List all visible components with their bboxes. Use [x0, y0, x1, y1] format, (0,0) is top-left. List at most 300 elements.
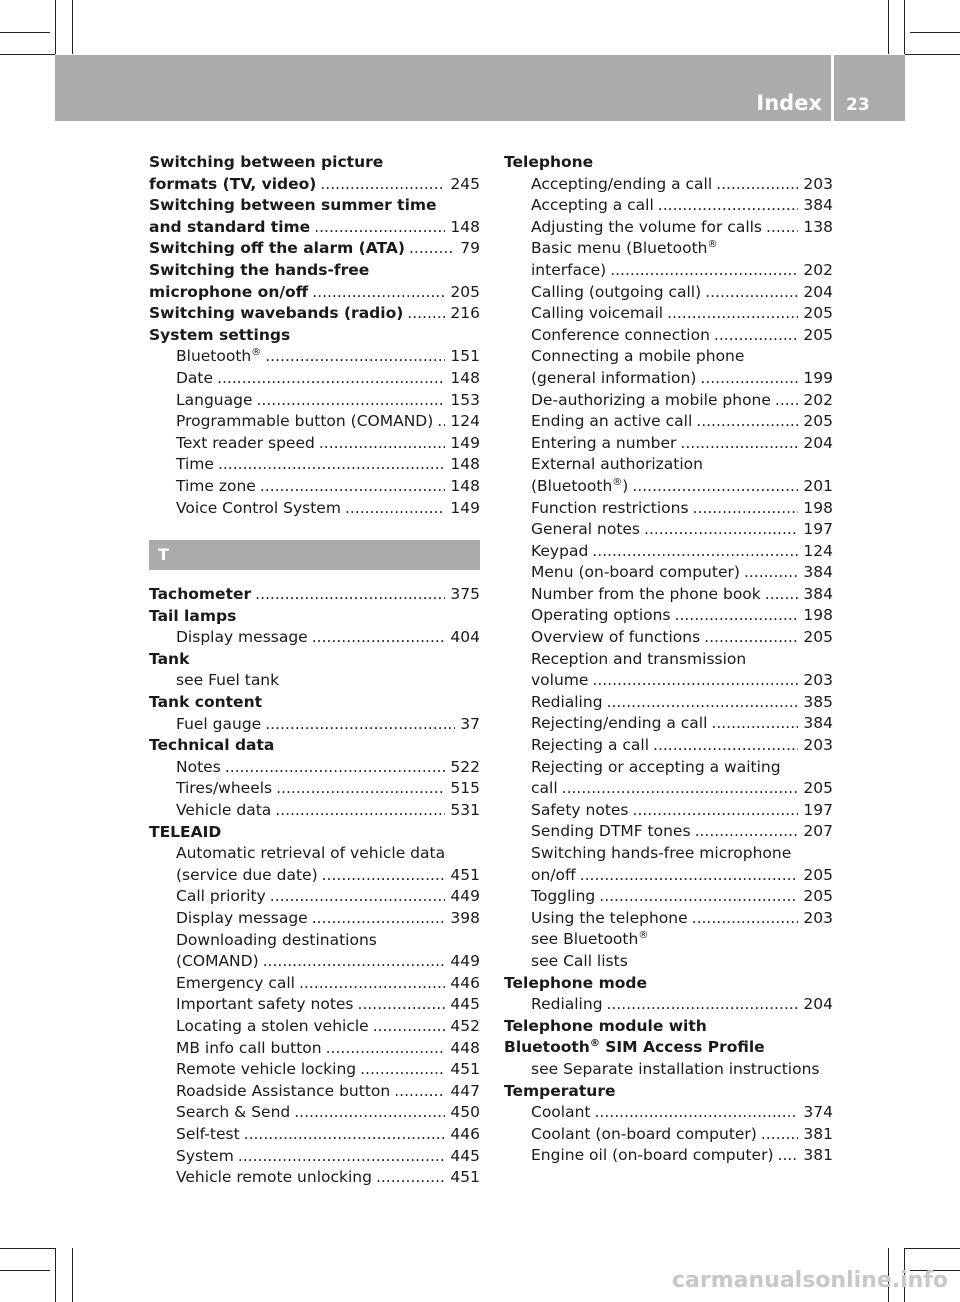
- entry-text: [531, 238, 717, 260]
- entry-text: [531, 886, 595, 908]
- page-reference: 447: [450, 1081, 480, 1100]
- dot-leader: [716, 174, 798, 196]
- dot-leader: [607, 692, 799, 714]
- dot-leader: [595, 1102, 799, 1124]
- entry-label: Call priority: [176, 887, 266, 906]
- entry-label: Safety notes: [531, 800, 629, 819]
- crop-mark: [904, 0, 905, 54]
- dot-leader: [376, 1167, 445, 1189]
- index-entry: [504, 713, 833, 735]
- entry-text: [149, 217, 310, 239]
- entry-text: [531, 713, 707, 735]
- dot-leader: [680, 433, 798, 455]
- entry-text: [176, 346, 261, 368]
- entry-label: Automatic retrieval of vehicle data: [176, 844, 446, 863]
- page-reference: 149: [450, 433, 480, 452]
- index-entry: [504, 195, 833, 217]
- page-reference: 449: [450, 952, 480, 971]
- entry-text: [531, 390, 771, 412]
- index-entry: [149, 714, 480, 736]
- index-heading: [504, 843, 833, 865]
- entry-label: Roadside Assistance button: [176, 1081, 391, 1100]
- dot-leader: [696, 411, 798, 433]
- crop-mark: [905, 1248, 960, 1249]
- page-reference: 204: [803, 433, 833, 452]
- entry-text: [149, 260, 369, 282]
- entry-label: on/off: [531, 865, 576, 884]
- entry-text: [531, 584, 761, 606]
- page-reference: 148: [450, 455, 480, 474]
- page-reference: 204: [803, 282, 833, 301]
- entry-text: [176, 1081, 390, 1103]
- dot-leader: [765, 584, 799, 606]
- dot-leader: [658, 195, 799, 217]
- entry-label: (COMAND): [176, 952, 259, 971]
- entry-label: Number from the phone book: [531, 584, 761, 603]
- entry-text: [176, 454, 214, 476]
- entry-label: Keypad: [531, 541, 589, 560]
- entry-label: MB info call button: [176, 1038, 322, 1057]
- registered-mark: ®: [638, 930, 649, 942]
- entry-text: [149, 174, 316, 196]
- dot-leader: [667, 303, 798, 325]
- entry-text: [149, 152, 383, 174]
- entry-text: [531, 368, 696, 390]
- dot-leader: [244, 1124, 446, 1146]
- index-entry: [149, 346, 480, 368]
- page-reference: 205: [450, 282, 480, 301]
- section-title: Index: [756, 91, 822, 115]
- index-entry: [149, 800, 480, 822]
- index-heading: [504, 152, 833, 174]
- entry-label: Overview of functions: [531, 628, 701, 647]
- entry-text: [149, 735, 274, 757]
- index-heading: [149, 822, 480, 844]
- registered-mark: ®: [707, 239, 718, 251]
- page-reference: 153: [450, 390, 480, 409]
- crop-mark: [72, 1248, 73, 1302]
- index-heading: [149, 670, 480, 692]
- dot-leader: [276, 778, 445, 800]
- crop-mark: [0, 1270, 50, 1271]
- dot-leader: [607, 994, 799, 1016]
- entry-label: Technical data: [149, 736, 275, 755]
- entry-label: and standard time: [149, 217, 311, 236]
- dot-leader: [265, 346, 445, 368]
- entry-label: Tank: [149, 649, 190, 668]
- entry-label: Rejecting/ending a call: [531, 714, 708, 733]
- dot-leader: [675, 605, 799, 627]
- index-entry: [149, 1081, 480, 1103]
- index-group-telephone: [504, 152, 833, 1167]
- entry-label: Sending DTMF tones: [531, 822, 691, 841]
- index-entry: [149, 627, 480, 649]
- dot-leader: [778, 1145, 799, 1167]
- page-reference: 205: [803, 865, 833, 884]
- page-reference: 197: [803, 800, 833, 819]
- entry-text: [176, 390, 253, 412]
- index-entry: [504, 390, 833, 412]
- crop-mark: [905, 54, 960, 55]
- page-reference: 203: [803, 174, 833, 193]
- index-heading: [504, 1081, 833, 1103]
- page-reference: 451: [450, 865, 480, 884]
- watermark: carmanualsonline.info: [672, 1268, 948, 1293]
- dot-leader: [562, 778, 799, 800]
- dot-leader: [238, 1146, 446, 1168]
- index-heading: [504, 973, 833, 995]
- entry-text: [176, 757, 221, 779]
- entry-label: call: [531, 779, 558, 798]
- entry-label: Tachometer: [149, 585, 252, 604]
- index-heading: [149, 843, 480, 865]
- entry-text: [176, 994, 354, 1016]
- entry-text: [176, 411, 433, 433]
- entry-text: [531, 843, 791, 865]
- index-entry: [149, 1038, 480, 1060]
- page-reference: 381: [803, 1124, 833, 1143]
- entry-label: Function restrictions: [531, 498, 689, 517]
- entry-label: Text reader speed: [176, 433, 315, 452]
- entry-label: Calling voicemail: [531, 304, 664, 323]
- index-heading: [149, 649, 480, 671]
- entry-label: Vehicle remote unlocking: [176, 1168, 372, 1187]
- entry-text: [504, 152, 593, 174]
- entry-label: Time zone: [176, 476, 256, 495]
- index-heading: [149, 606, 480, 628]
- entry-label: Switching hands-free microphone: [531, 844, 792, 862]
- entry-text: [531, 195, 654, 217]
- page-reference: 404: [450, 628, 480, 647]
- index-entry: [149, 498, 480, 520]
- index-heading: [149, 692, 480, 714]
- entry-text: [504, 1081, 616, 1103]
- entry-label: Entering a number: [531, 433, 677, 452]
- page-reference: 451: [450, 1060, 480, 1079]
- entry-text: [176, 1038, 322, 1060]
- entry-label: Downloading destinations: [176, 930, 377, 949]
- entry-label-suffix: ): [622, 476, 629, 495]
- index-entry: [504, 584, 833, 606]
- index-heading: [504, 346, 833, 368]
- dot-leader: [345, 498, 445, 520]
- dot-leader: [714, 325, 799, 347]
- page-reference: 449: [450, 887, 480, 906]
- page-reference: 207: [803, 822, 833, 841]
- entry-text: [531, 951, 628, 973]
- page-reference: 398: [450, 909, 480, 927]
- page-reference: 515: [450, 779, 480, 798]
- dot-leader: [275, 800, 445, 822]
- entry-label: Conference connection: [531, 325, 710, 344]
- entry-label: Coolant (on-board computer): [531, 1124, 757, 1143]
- dot-leader: [610, 260, 798, 282]
- page-reference: 531: [450, 801, 480, 820]
- index-entry: [504, 325, 833, 347]
- entry-label: Telephone: [504, 153, 594, 171]
- entry-text: [531, 908, 688, 930]
- entry-label: Temperature: [504, 1081, 616, 1100]
- index-entry: [149, 584, 480, 606]
- dot-leader: [592, 541, 798, 563]
- entry-text: [176, 433, 315, 455]
- entry-label: Redialing: [531, 995, 603, 1014]
- entry-text: [176, 951, 259, 973]
- entry-label: Telephone mode: [504, 973, 647, 992]
- entry-text: [504, 1016, 707, 1038]
- dot-leader: [761, 1124, 799, 1146]
- dot-leader: [326, 1038, 446, 1060]
- index-column-left: [149, 152, 480, 1189]
- index-entry: [504, 778, 833, 800]
- entry-text: [176, 670, 279, 692]
- index-entry: [149, 174, 480, 196]
- entry-text: [149, 303, 403, 325]
- page-reference: 245: [450, 174, 480, 193]
- dot-leader: [711, 713, 798, 735]
- page-reference: 203: [803, 671, 833, 690]
- page-reference: 451: [450, 1168, 480, 1187]
- entry-label: Tires/wheels: [176, 779, 273, 798]
- index-entry: [149, 865, 480, 887]
- entry-text: [531, 174, 712, 196]
- header-separator: [831, 55, 834, 121]
- index-entry: [149, 476, 480, 498]
- entry-text: [531, 692, 603, 714]
- page-reference: 446: [450, 973, 480, 992]
- dot-leader: [632, 476, 798, 498]
- entry-text: [176, 1102, 290, 1124]
- page-reference: 201: [803, 476, 833, 495]
- entry-text: [531, 303, 663, 325]
- page-reference: 522: [450, 757, 480, 776]
- page-reference: 385: [803, 692, 833, 711]
- index-entry: [504, 1145, 833, 1167]
- index-entry: [149, 757, 480, 779]
- entry-label: TELEAID: [149, 822, 222, 841]
- page-reference: 384: [803, 196, 833, 215]
- index-entry: [504, 1102, 833, 1124]
- page-reference: 202: [803, 260, 833, 279]
- index-entry: [149, 238, 480, 260]
- dot-leader: [360, 1059, 445, 1081]
- entry-label: Emergency call: [176, 973, 295, 992]
- entry-label: Redialing: [531, 692, 603, 711]
- index-entry: [149, 1146, 480, 1168]
- dot-leader: [225, 757, 446, 779]
- entry-text: [149, 584, 251, 606]
- index-entry: [504, 994, 833, 1016]
- entry-text: [176, 908, 308, 930]
- entry-text: [531, 519, 640, 541]
- entry-text: [176, 627, 308, 649]
- registered-mark: ®: [589, 1038, 600, 1050]
- entry-text: [531, 821, 691, 843]
- entry-text: [531, 800, 629, 822]
- entry-label: Language: [176, 390, 253, 409]
- entry-label: Calling (outgoing call): [531, 282, 702, 301]
- dot-leader: [409, 238, 455, 260]
- entry-label: Coolant: [531, 1103, 591, 1122]
- entry-label: microphone on/off: [149, 282, 309, 301]
- entry-text: [531, 994, 603, 1016]
- page-reference: 445: [450, 995, 480, 1014]
- entry-label: Switching wavebands (radio): [149, 304, 404, 323]
- index-entry: [149, 303, 480, 325]
- entry-text: [531, 433, 676, 455]
- registered-mark: ®: [612, 476, 623, 488]
- crop-mark: [888, 0, 889, 54]
- entry-text: [176, 1059, 356, 1081]
- index-entry: [504, 605, 833, 627]
- index-entry: [504, 476, 833, 498]
- entry-text: [531, 670, 588, 692]
- dot-leader: [744, 562, 798, 584]
- index-entry: [504, 174, 833, 196]
- entry-label: Switching the hands-free: [149, 260, 370, 279]
- entry-label: Remote vehicle locking: [176, 1060, 357, 1079]
- dot-leader: [320, 174, 445, 196]
- dot-leader: [299, 973, 445, 995]
- dot-leader: [312, 282, 445, 304]
- dot-leader: [705, 282, 798, 304]
- entry-text: [531, 1059, 819, 1081]
- entry-label: Self-test: [176, 1124, 240, 1143]
- index-heading: [504, 1059, 833, 1081]
- entry-label: Reception and transmission: [531, 649, 747, 668]
- index-entry: [504, 735, 833, 757]
- entry-text: [531, 541, 588, 563]
- dot-leader: [319, 433, 446, 455]
- crop-mark: [55, 0, 56, 54]
- entry-text: [531, 865, 576, 887]
- page-reference: 375: [450, 585, 480, 604]
- entry-text: [149, 649, 189, 671]
- page-reference: 205: [803, 304, 833, 323]
- entry-label: Time: [176, 455, 214, 474]
- page-reference: 205: [803, 628, 833, 647]
- index-heading: [149, 930, 480, 952]
- index-entry: [149, 282, 480, 304]
- entry-text: [176, 498, 341, 520]
- index-entry: [149, 886, 480, 908]
- entry-label: volume: [531, 671, 589, 690]
- index-entry: [504, 519, 833, 541]
- entry-text: [176, 930, 377, 952]
- crop-mark: [0, 1248, 55, 1249]
- index-heading: [149, 325, 480, 347]
- entry-label: see Separate installation instructions: [531, 1059, 820, 1078]
- dot-leader: [263, 951, 446, 973]
- page-reference: 148: [450, 217, 480, 236]
- entry-text: [176, 843, 445, 865]
- entry-text: [531, 562, 740, 584]
- page-reference: 203: [803, 736, 833, 755]
- entry-text: [531, 735, 649, 757]
- entry-label: Accepting/ending a call: [531, 174, 713, 193]
- index-entry: [149, 368, 480, 390]
- page-reference: 445: [450, 1146, 480, 1165]
- index-entry: [504, 1124, 833, 1146]
- index-group-t: [149, 584, 480, 1189]
- index-heading: [149, 152, 480, 174]
- index-entry: [149, 1016, 480, 1038]
- entry-text: [149, 692, 262, 714]
- page-reference: 450: [450, 1103, 480, 1122]
- index-column-right: [504, 152, 833, 1167]
- entry-label: Programmable button (COMAND): [176, 412, 434, 431]
- page-reference: 138: [803, 217, 833, 236]
- entry-text: [176, 714, 261, 736]
- page-reference: 205: [803, 887, 833, 906]
- index-heading: [504, 454, 833, 476]
- page-reference: 374: [803, 1103, 833, 1122]
- entry-text: [504, 973, 647, 995]
- entry-label: Search & Send: [176, 1103, 291, 1122]
- dot-leader: [592, 670, 798, 692]
- entry-label: Using the telephone: [531, 908, 688, 927]
- page-reference: 384: [803, 563, 833, 582]
- entry-text: [149, 606, 236, 628]
- entry-text: [176, 886, 266, 908]
- index-entry: [149, 433, 480, 455]
- entry-text: [149, 282, 308, 304]
- entry-text: [531, 778, 558, 800]
- index-entry: [504, 670, 833, 692]
- page-reference: 149: [450, 498, 480, 517]
- entry-text: [531, 498, 689, 520]
- entry-text: [176, 973, 295, 995]
- entry-label: Date: [176, 368, 214, 387]
- entry-text: [531, 605, 671, 627]
- entry-label: Display message: [176, 628, 308, 647]
- page-reference: 205: [803, 779, 833, 798]
- entry-text: [531, 476, 628, 498]
- entry-text: [149, 238, 405, 260]
- entry-label: (general information): [531, 368, 697, 387]
- page-reference: 452: [450, 1016, 480, 1035]
- dot-leader: [695, 821, 799, 843]
- index-entry: [504, 303, 833, 325]
- entry-text: [531, 627, 700, 649]
- entry-text: [531, 757, 781, 779]
- page-reference: 203: [803, 908, 833, 927]
- index-entry: [504, 368, 833, 390]
- index-entry: [149, 908, 480, 930]
- dot-leader: [644, 519, 798, 541]
- entry-text: [176, 1146, 234, 1168]
- dot-leader: [373, 1016, 446, 1038]
- page-number: 23: [846, 95, 870, 115]
- index-entry: [149, 454, 480, 476]
- entry-text: [531, 1102, 591, 1124]
- entry-label: Toggling: [531, 887, 596, 906]
- dot-leader: [704, 627, 798, 649]
- entry-text: [531, 454, 703, 476]
- crop-mark: [0, 32, 50, 33]
- index-heading: [504, 1037, 833, 1059]
- index-entry: [149, 994, 480, 1016]
- dot-leader: [394, 1081, 445, 1103]
- dot-leader: [312, 908, 446, 930]
- entry-label: see Fuel tank: [176, 671, 280, 690]
- dot-leader: [265, 714, 455, 736]
- section-letter: T: [158, 545, 169, 565]
- entry-label: (Bluetooth: [531, 476, 613, 495]
- entry-text: [176, 1167, 372, 1189]
- page-reference: 205: [803, 325, 833, 344]
- entry-label: Operating options: [531, 606, 671, 625]
